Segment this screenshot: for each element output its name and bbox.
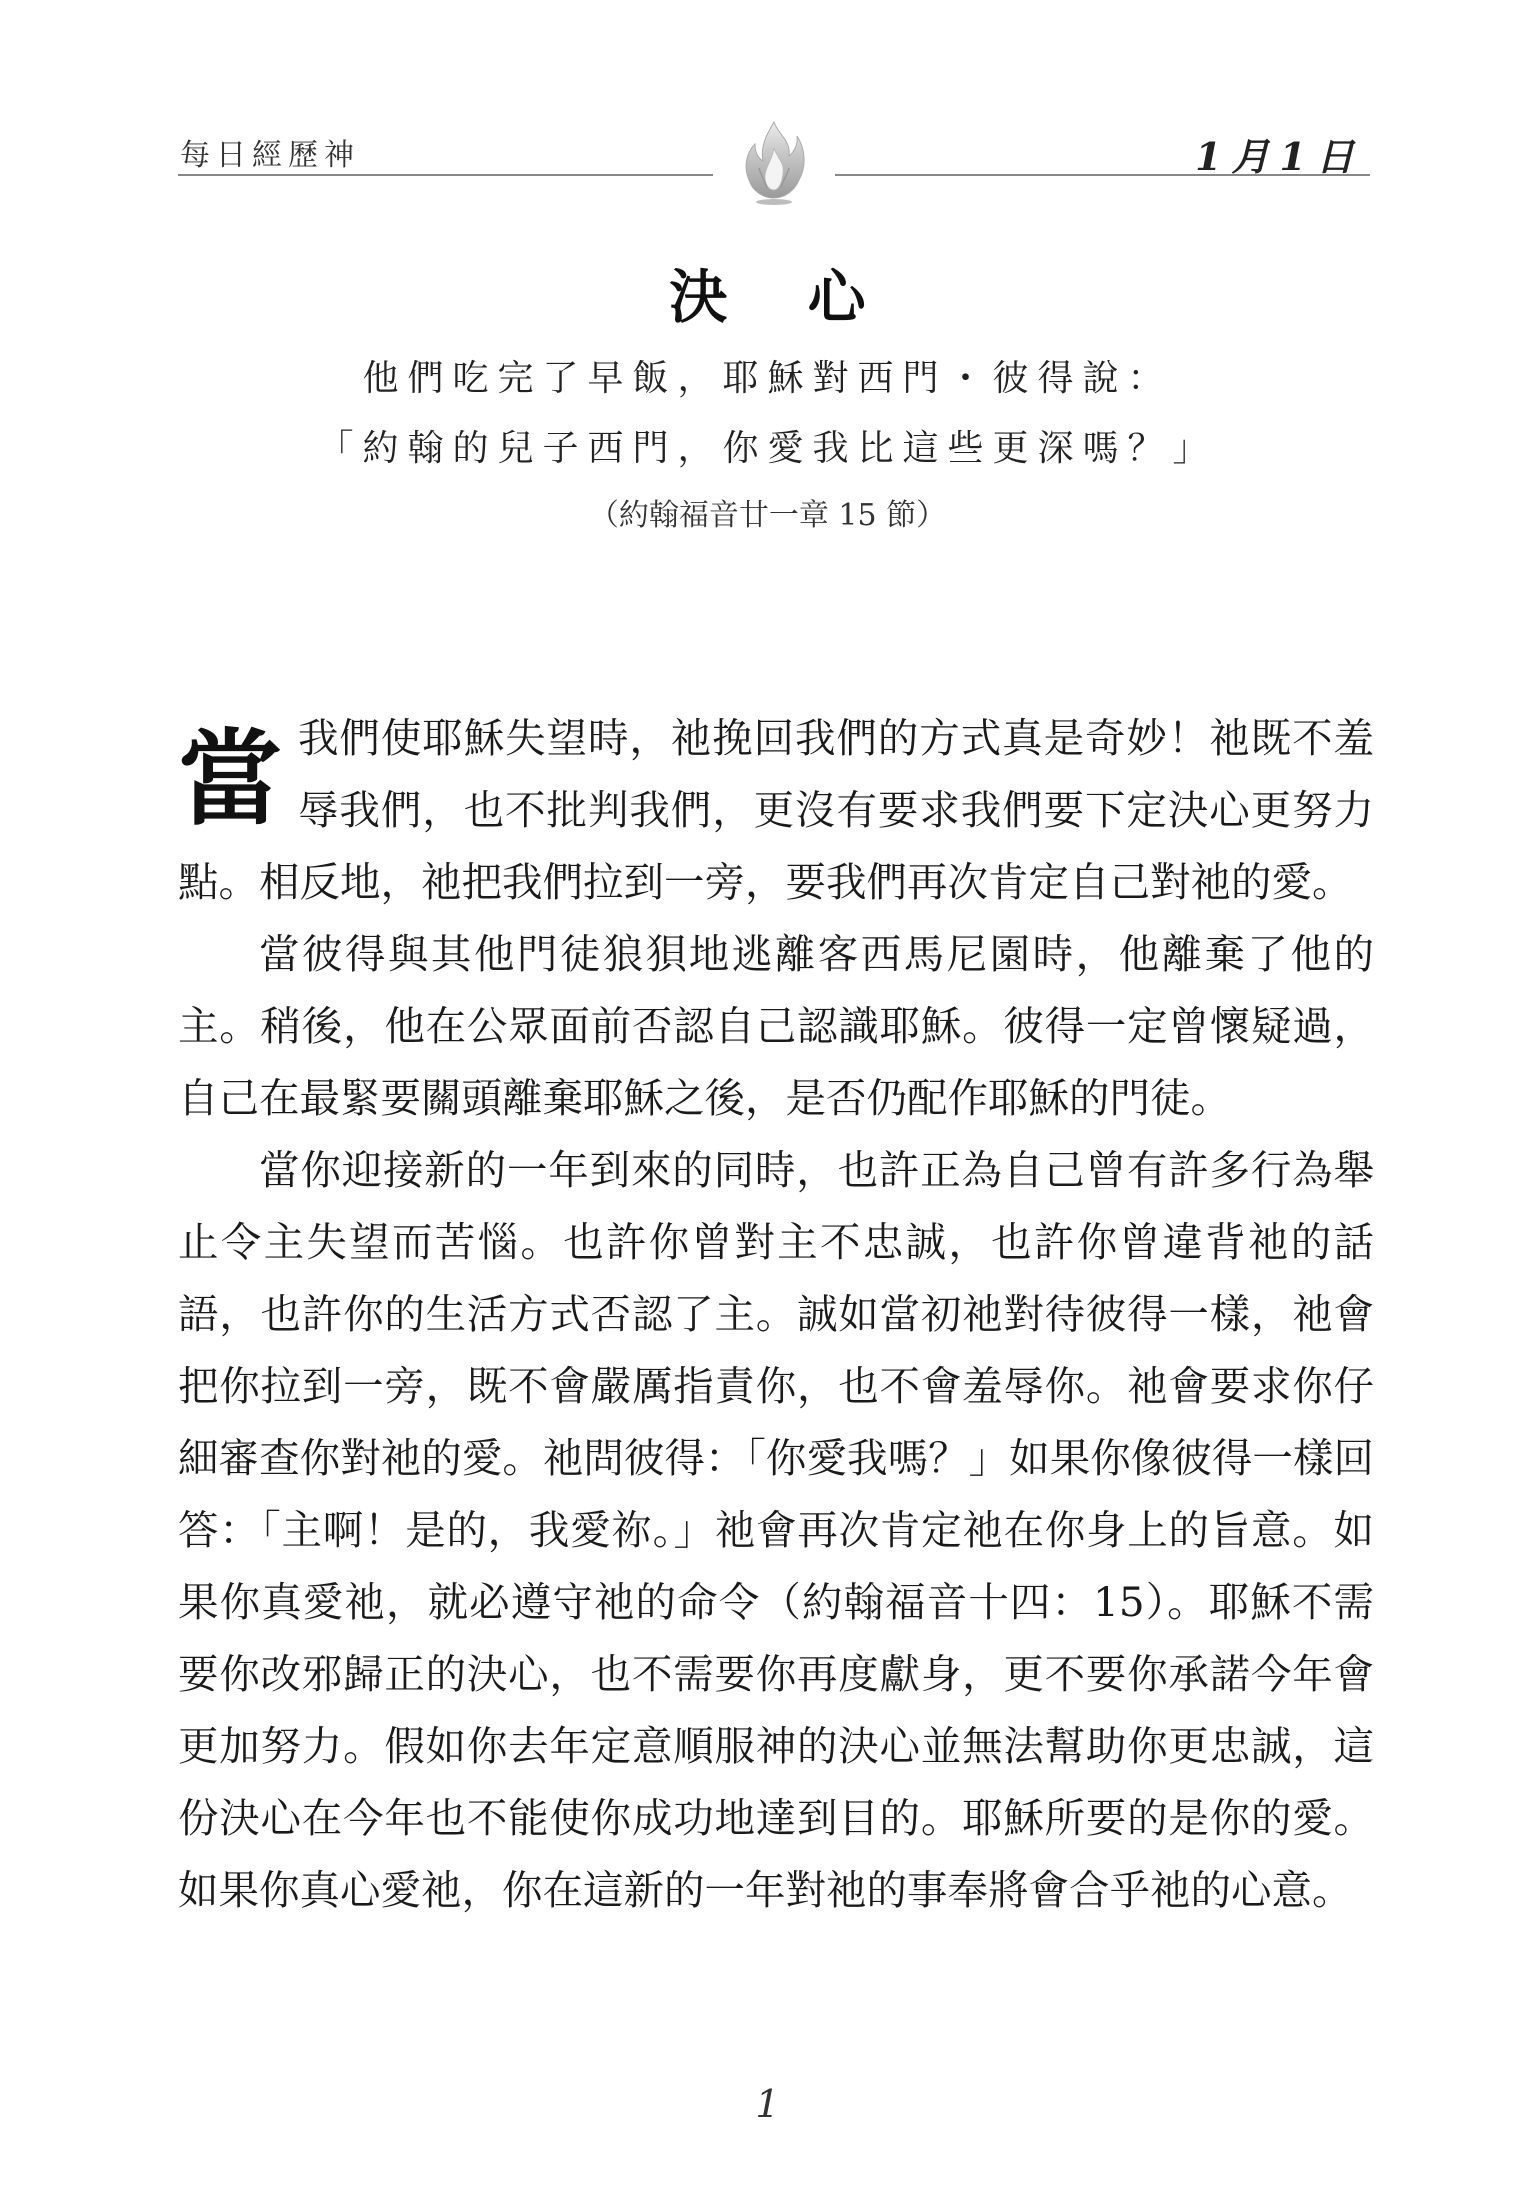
paragraph-1 [178, 702, 1374, 918]
running-head [178, 118, 1370, 182]
paragraph-1-text: 我們使耶穌失望時，祂挽回我們的方式真是奇妙！祂既不羞辱我們，也不批判我們，更沒有要求我們要下定決心更努力點。相反地，祂把我們拉到一旁，要我們再次肯定自己對祂的愛。 [178, 714, 1374, 906]
book-title: 每日經歷神 [180, 138, 360, 173]
header-rule-left [178, 174, 713, 176]
flame-icon [739, 118, 809, 206]
verse-line-1: 他們吃完了早飯，耶穌對西門・彼得說： [362, 358, 1173, 399]
body-text [178, 702, 1374, 1926]
verse-line-2: 「約翰的兒子西門，你愛我比這些更深嗎？」 [317, 428, 1218, 469]
verse-reference: （約翰福音廿一章 15 節） [588, 498, 947, 533]
page-number: 1 [755, 2082, 780, 2126]
paragraph-2: 當彼得與其他門徒狼狽地逃離客西馬尼園時，他離棄了他的主。稍後，他在公眾面前否認自己認識耶穌。彼得一定曾懷疑過，自己在最緊要關頭離棄耶穌之後，是否仍配作耶穌的門徒。 [178, 930, 1374, 1122]
paragraph-3: 當你迎接新的一年到來的同時，也許正為自己曾有許多行為舉止令主失望而苦惱。也許你曾對主不忠誠，也許你曾違背祂的話語，也許你的生活方式否認了主。誠如當初祂對待彼得一樣，祂會把你拉到一旁，既不會嚴厲指責你，也不會羞辱你。祂會要求你仔細審查你對祂的愛。祂問彼得：「你愛我嗎？」如果你像彼得一樣回答：「主啊！是的，我愛祢。」祂會再次肯定祂在你身上的旨意。如果你真愛祂，就必遵守祂的命令（約翰福音十四：15）。耶穌不需要你改邪歸正的決心，也不需要你再度獻身，更不要你承諾今年會更加努力。假如你去年定意順服神的決心並無法幫助你更忠誠，這份決心在今年也不能使你成功地達到目的。耶穌所要的是你的愛。如果你真心愛祂，你在這新的一年對祂的事奉將會合乎祂的心意。 [178, 1146, 1374, 1914]
page-title: 決 心 [669, 263, 896, 331]
drop-cap: 當 [178, 718, 283, 840]
date-label: 1月1日 [1195, 134, 1364, 179]
